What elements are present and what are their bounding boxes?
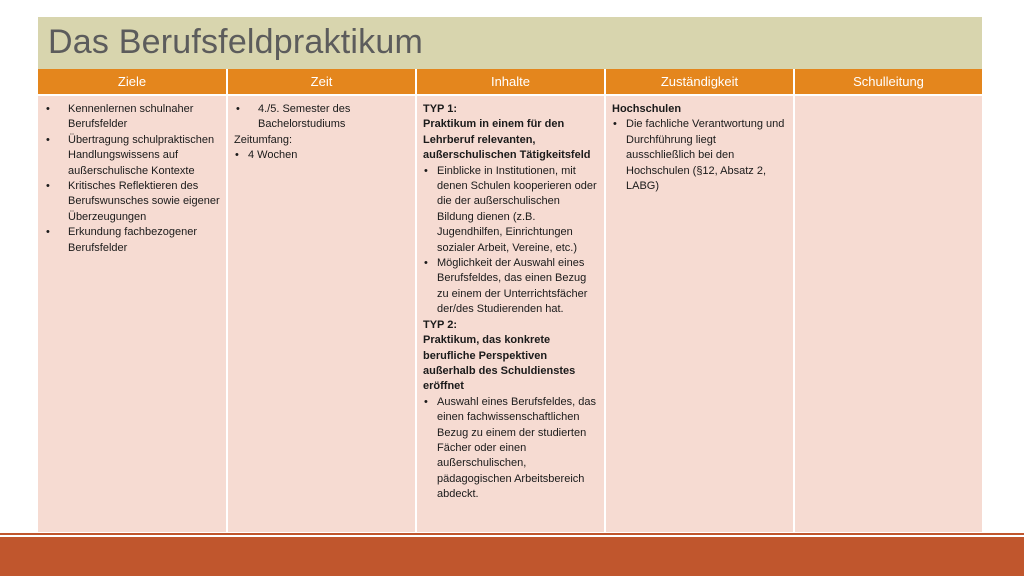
list-item: • Auswahl eines Berufsfeldes, das einen fachwissenschaftlichen Bezug zu einem der studierten Fächer oder einen außerschulischen, pädagogischen Arbeitsbereich abdeckt.: [423, 395, 598, 503]
zustaendigkeit-heading: Hochschulen: [612, 103, 682, 115]
header-inhalte: Inhalte: [416, 69, 605, 95]
cell-schulleitung: [794, 95, 982, 532]
list-item: • 4./5. Semester des Bachelorstudiums: [234, 102, 409, 133]
typ2-title: Praktikum, das konkrete berufliche Perspektiven außerhalb des Schuldienstes eröffnet: [423, 334, 576, 393]
zeitumfang-list: [234, 148, 409, 163]
list-item: • Die fachliche Verantwortung und Durchführung liegt ausschließlich bei den Hochschulen (§12, Absatz 2, LABG): [612, 117, 787, 194]
header-zustaendigkeit: Zuständigkeit: [605, 69, 794, 95]
zustaendigkeit-list: [612, 117, 787, 194]
bottom-accent-line: [0, 533, 1024, 535]
cell-ziele: [38, 95, 227, 532]
header-row: [38, 69, 982, 95]
typ2-list: [423, 395, 598, 503]
typ1-label: TYP 1:: [423, 103, 458, 115]
list-item: • Möglichkeit der Auswahl eines Berufsfeldes, das einen Bezug zu einem der Unterrichtsfächer der/des Studierenden hat.: [423, 256, 598, 318]
list-item: • 4 Wochen: [234, 148, 409, 163]
typ1-list: [423, 164, 598, 318]
list-item: • Übertragung schulpraktischen Handlungswissens auf außerschulische Kontexte: [44, 133, 220, 179]
header-zeit: Zeit: [227, 69, 416, 95]
list-item: • Kritisches Reflektieren des Berufswunsches sowie eigener Überzeugungen: [44, 179, 220, 225]
praktikum-table: [38, 69, 982, 532]
list-item: • Kennenlernen schulnaher Berufsfelder: [44, 102, 220, 133]
typ1-title: Praktikum in einem für den Lehrberuf relevanten, außerschulischen Tätigkeitsfeld: [423, 118, 591, 162]
header-schulleitung: Schulleitung: [794, 69, 982, 95]
ziele-list: [44, 102, 220, 256]
header-ziele: Ziele: [38, 69, 227, 95]
zeitumfang-label: Zeitumfang:: [234, 133, 293, 146]
slide-title: Das Berufsfeldpraktikum: [48, 23, 423, 61]
zeit-semester-list: [234, 102, 409, 133]
table-row: [38, 95, 982, 532]
list-item: • Einblicke in Institutionen, mit denen Schulen kooperieren oder die der außerschulischen Bildung dienen (z.B. Jugendhilfen, Einrichtungen sozialer Arbeit, Vereine, etc.): [423, 164, 598, 256]
cell-inhalte: [416, 95, 605, 532]
list-item: • Erkundung fachbezogener Berufsfelder: [44, 225, 220, 256]
title-bar: [38, 17, 982, 69]
typ2-label: TYP 2:: [423, 318, 458, 331]
bottom-accent-band: [0, 537, 1024, 576]
cell-zeit: [227, 95, 416, 532]
cell-zustaendigkeit: [605, 95, 794, 532]
